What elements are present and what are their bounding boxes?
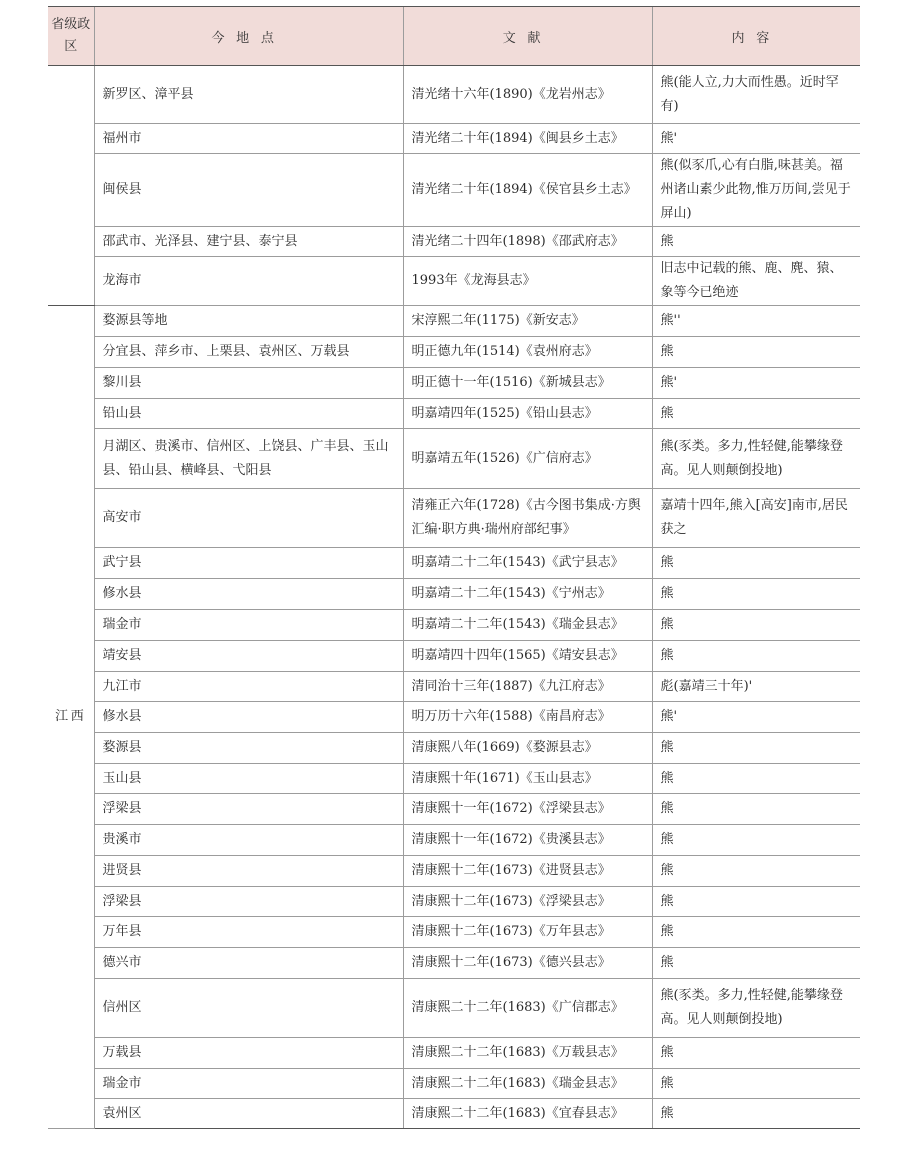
document-cell: 明嘉靖五年(1526)《广信府志》	[403, 429, 652, 489]
document-cell: 1993年《龙海县志》	[403, 257, 652, 306]
table-row	[48, 672, 860, 702]
document-cell: 清同治十三年(1887)《九江府志》	[403, 672, 652, 702]
content-cell: 熊(豕类。多力,性轻健,能攀缘登高。见人则颠倒投地)	[652, 429, 860, 489]
document-cell: 明正德九年(1514)《袁州府志》	[403, 337, 652, 368]
table-row	[48, 227, 860, 257]
table-row	[48, 337, 860, 368]
document-cell: 清康熙二十二年(1683)《宜春县志》	[403, 1099, 652, 1129]
place-cell: 万年县	[94, 917, 403, 948]
table-row	[48, 610, 860, 641]
place-cell: 靖安县	[94, 641, 403, 672]
place-cell: 婺源县	[94, 733, 403, 764]
content-cell: 熊	[652, 917, 860, 948]
place-cell: 分宜县、萍乡市、上栗县、袁州区、万载县	[94, 337, 403, 368]
table-row	[48, 887, 860, 917]
table-row	[48, 1099, 860, 1129]
province-cell: 江西	[48, 306, 94, 1129]
content-cell: 熊	[652, 399, 860, 429]
document-cell: 清康熙二十二年(1683)《万载县志》	[403, 1038, 652, 1069]
document-cell: 明嘉靖二十二年(1543)《武宁县志》	[403, 548, 652, 579]
content-cell: 熊	[652, 610, 860, 641]
place-cell: 邵武市、光泽县、建宁县、泰宁县	[94, 227, 403, 257]
table-row	[48, 764, 860, 794]
document-cell: 明嘉靖四年(1525)《铅山县志》	[403, 399, 652, 429]
table-row	[48, 641, 860, 672]
document-cell: 清康熙十一年(1672)《贵溪县志》	[403, 825, 652, 856]
document-cell: 清光绪二十年(1894)《闽县乡土志》	[403, 124, 652, 154]
place-cell: 武宁县	[94, 548, 403, 579]
table-row	[48, 257, 860, 306]
table-row	[48, 1069, 860, 1099]
place-cell: 瑞金市	[94, 610, 403, 641]
content-cell: 熊	[652, 948, 860, 979]
table-row	[48, 825, 860, 856]
document-cell: 清康熙十二年(1673)《万年县志》	[403, 917, 652, 948]
table-row	[48, 548, 860, 579]
place-cell: 月湖区、贵溪市、信州区、上饶县、广丰县、玉山县、铅山县、横峰县、弋阳县	[94, 429, 403, 489]
header-place: 今地点	[94, 7, 403, 66]
place-cell: 新罗区、漳平县	[94, 66, 403, 124]
place-cell: 闽侯县	[94, 154, 403, 227]
document-cell: 明嘉靖四十四年(1565)《靖安县志》	[403, 641, 652, 672]
document-cell: 清康熙二十二年(1683)《广信郡志》	[403, 979, 652, 1038]
table-row	[48, 124, 860, 154]
table-row	[48, 489, 860, 548]
document-cell: 明嘉靖二十二年(1543)《宁州志》	[403, 579, 652, 610]
content-cell: 熊	[652, 764, 860, 794]
document-cell: 清康熙十二年(1673)《德兴县志》	[403, 948, 652, 979]
content-cell: 熊	[652, 856, 860, 887]
content-cell: 熊'	[652, 368, 860, 399]
table-row	[48, 794, 860, 825]
content-cell: 熊(似豕爪,心有白脂,味甚美。福州诸山素少此物,惟万历间,尝见于屏山)	[652, 154, 860, 227]
place-cell: 高安市	[94, 489, 403, 548]
content-cell: 熊	[652, 794, 860, 825]
table-row	[48, 429, 860, 489]
place-cell: 德兴市	[94, 948, 403, 979]
content-cell: 熊	[652, 579, 860, 610]
content-cell: 熊	[652, 733, 860, 764]
content-cell: 熊	[652, 887, 860, 917]
header-province: 省级政区	[48, 7, 94, 66]
content-cell: 熊''	[652, 306, 860, 337]
jiangxi-group	[48, 306, 860, 1129]
table-header-row	[48, 7, 860, 66]
table-row	[48, 702, 860, 733]
table-row	[48, 948, 860, 979]
table-row	[48, 979, 860, 1038]
table-row	[48, 856, 860, 887]
content-cell: 熊	[652, 337, 860, 368]
document-cell: 清康熙十年(1671)《玉山县志》	[403, 764, 652, 794]
content-cell: 彪(嘉靖三十年)'	[652, 672, 860, 702]
province-cell	[48, 66, 94, 306]
document-cell: 清光绪二十四年(1898)《邵武府志》	[403, 227, 652, 257]
table-row	[48, 306, 860, 337]
header-document: 文献	[403, 7, 652, 66]
place-cell: 福州市	[94, 124, 403, 154]
place-cell: 浮梁县	[94, 794, 403, 825]
table-row	[48, 917, 860, 948]
content-cell: 熊	[652, 1099, 860, 1129]
place-cell: 进贤县	[94, 856, 403, 887]
content-cell: 熊	[652, 641, 860, 672]
place-cell: 婺源县等地	[94, 306, 403, 337]
table-row	[48, 66, 860, 124]
place-cell: 黎川县	[94, 368, 403, 399]
place-cell: 贵溪市	[94, 825, 403, 856]
header-content: 内容	[652, 7, 860, 66]
table-row	[48, 154, 860, 227]
place-cell: 信州区	[94, 979, 403, 1038]
document-cell: 明嘉靖二十二年(1543)《瑞金县志》	[403, 610, 652, 641]
place-cell: 修水县	[94, 702, 403, 733]
content-cell: 熊(豕类。多力,性轻健,能攀缘登高。见人则颠倒投地)	[652, 979, 860, 1038]
content-cell: 熊'	[652, 702, 860, 733]
document-cell: 清康熙十一年(1672)《浮梁县志》	[403, 794, 652, 825]
content-cell: 熊	[652, 825, 860, 856]
document-cell: 宋淳熙二年(1175)《新安志》	[403, 306, 652, 337]
records-table	[48, 6, 860, 1129]
content-cell: 熊	[652, 548, 860, 579]
content-cell: 旧志中记载的熊、鹿、麂、猿、象等今已绝迹	[652, 257, 860, 306]
table-row	[48, 1038, 860, 1069]
content-cell: 熊	[652, 1038, 860, 1069]
place-cell: 九江市	[94, 672, 403, 702]
content-cell: 熊'	[652, 124, 860, 154]
place-cell: 万载县	[94, 1038, 403, 1069]
content-cell: 熊(能人立,力大而性愚。近时罕有)	[652, 66, 860, 124]
place-cell: 龙海市	[94, 257, 403, 306]
document-cell: 清康熙十二年(1673)《浮梁县志》	[403, 887, 652, 917]
fujian-group	[48, 66, 860, 306]
document-cell: 明正德十一年(1516)《新城县志》	[403, 368, 652, 399]
table-row	[48, 579, 860, 610]
place-cell: 袁州区	[94, 1099, 403, 1129]
table-row	[48, 368, 860, 399]
content-cell: 熊	[652, 227, 860, 257]
document-cell: 清康熙八年(1669)《婺源县志》	[403, 733, 652, 764]
content-cell: 熊	[652, 1069, 860, 1099]
document-cell: 清光绪十六年(1890)《龙岩州志》	[403, 66, 652, 124]
table-row	[48, 733, 860, 764]
document-cell: 清雍正六年(1728)《古今图书集成·方舆汇编·职方典·瑞州府部纪事》	[403, 489, 652, 548]
place-cell: 瑞金市	[94, 1069, 403, 1099]
place-cell: 铅山县	[94, 399, 403, 429]
document-cell: 清康熙十二年(1673)《进贤县志》	[403, 856, 652, 887]
content-cell: 嘉靖十四年,熊入[高安]南市,居民获之	[652, 489, 860, 548]
document-cell: 明万历十六年(1588)《南昌府志》	[403, 702, 652, 733]
document-cell: 清光绪二十年(1894)《侯官县乡土志》	[403, 154, 652, 227]
table-row	[48, 399, 860, 429]
place-cell: 浮梁县	[94, 887, 403, 917]
document-cell: 清康熙二十二年(1683)《瑞金县志》	[403, 1069, 652, 1099]
place-cell: 修水县	[94, 579, 403, 610]
place-cell: 玉山县	[94, 764, 403, 794]
